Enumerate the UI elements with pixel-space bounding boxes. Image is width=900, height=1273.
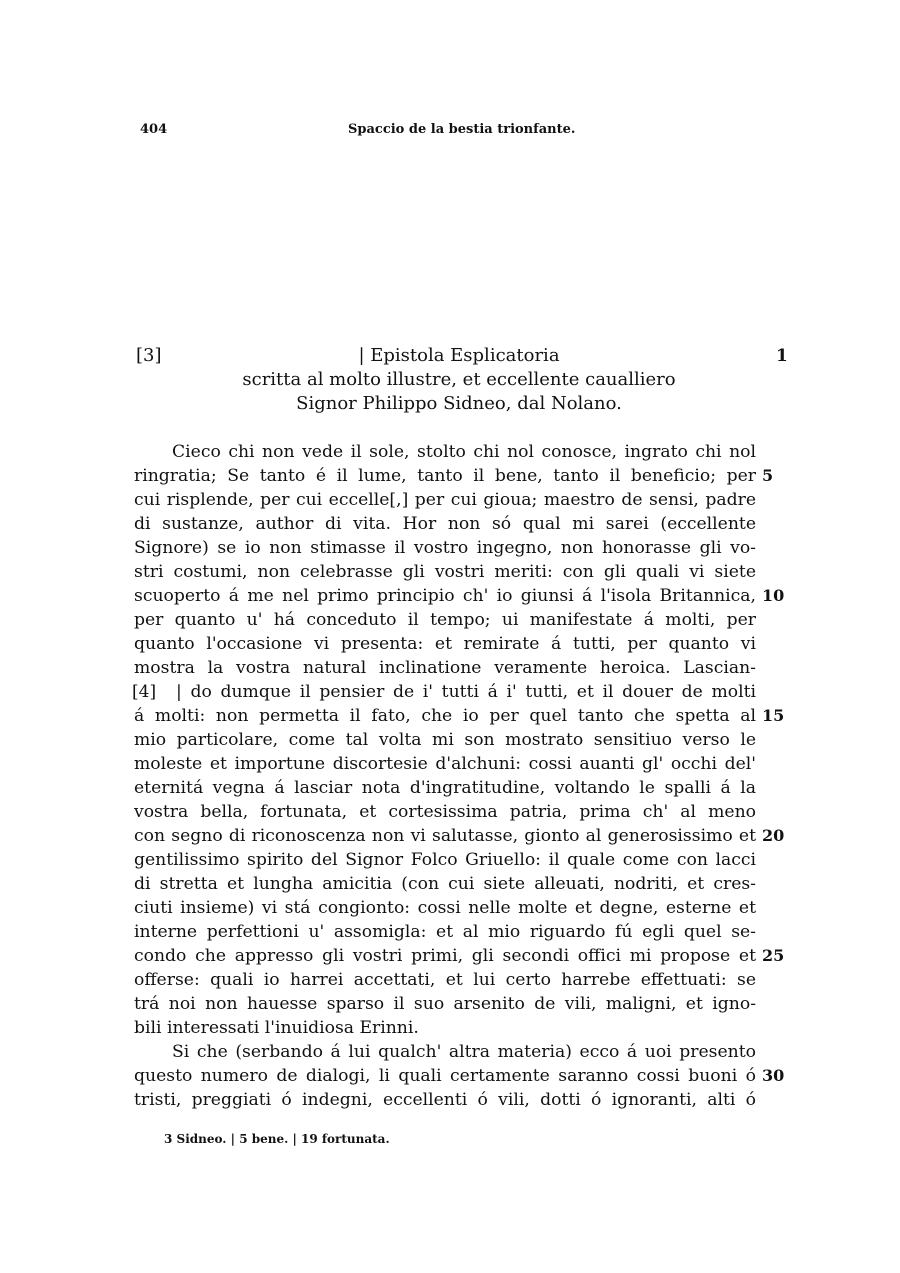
text-line: stri costumi, non celebrasse gli vostri meriti: con gli quali vi siete: [134, 562, 756, 582]
page-marker: [4]: [132, 682, 157, 702]
text-line: mostra la vostra natural inclinatione veramente heroica. Lascian-: [134, 658, 756, 678]
title-line: | Epistola Esplicatoria: [358, 345, 560, 366]
text-line: di sustanze, author di vita. Hor non só qual mi sarei (eccellente: [134, 514, 756, 534]
text-line: interne perfettioni u' assomigla: et al mio riguardo fú egli quel se-: [134, 922, 756, 942]
title-line: Signor Philippo Sidneo, dal Nolano.: [296, 393, 622, 414]
page-number: 404: [140, 122, 168, 137]
title-line: scritta al molto illustre, et eccellente caualliero: [242, 369, 676, 390]
text-line: per quanto u' há conceduto il tempo; ui manifestate á molti, per: [134, 610, 756, 630]
title-page-marker: [3]: [136, 345, 162, 366]
text-line: condo che appresso gli vostri primi, gli secondi offici mi propose et: [134, 946, 756, 966]
text-line: scuoperto á me nel primo principio ch' io giunsi á l'isola Britannica,: [134, 586, 756, 606]
line-number: 25: [762, 946, 785, 965]
text-line: questo numero de dialogi, li quali certamente saranno cossi buoni ó: [134, 1066, 756, 1086]
text-line: vostra bella, fortunata, et cortesissima patria, prima ch' al meno: [134, 802, 756, 822]
text-line: Signore) se io non stimasse il vostro ingegno, non honorasse gli vo-: [134, 538, 756, 558]
text-line: cui risplende, per cui eccelle[,] per cui gioua; maestro de sensi, padre: [134, 490, 756, 510]
running-title: Spaccio de la bestia trionfante.: [348, 122, 576, 137]
text-line: eternitá vegna á lasciar nota d'ingratitudine, voltando le spalli á la: [134, 778, 756, 798]
text-line: offerse: quali io harrei accettati, et lui certo harrebe effettuati: se: [134, 970, 756, 990]
footnote-apparatus: 3 Sidneo. | 5 bene. | 19 fortunata.: [164, 1132, 390, 1146]
text-line: | do dumque il pensier de i' tutti á i' tutti, et il douer de molti: [176, 682, 756, 702]
text-line: con segno di riconoscenza non vi salutasse, gionto al generosissimo et: [134, 826, 756, 846]
line-number: 15: [762, 706, 785, 725]
line-number: 5: [762, 466, 774, 485]
text-line: Cieco chi non vede il sole, stolto chi nol conosce, ingrato chi nol: [172, 442, 756, 462]
text-line: gentilissimo spirito del Signor Folco Griuello: il quale come con lacci: [134, 850, 756, 870]
line-number: 10: [762, 586, 785, 605]
text-line: moleste et importune discortesie d'alchuni: cossi auanti gl' occhi del': [134, 754, 756, 774]
text-line: di stretta et lungha amicitia (con cui siete alleuati, nodriti, et cres-: [134, 874, 756, 894]
text-line: quanto l'occasione vi presenta: et remirate á tutti, per quanto vi: [134, 634, 756, 654]
line-number: 30: [762, 1066, 785, 1085]
line-number: 20: [762, 826, 785, 845]
text-line: ciuti insieme) vi stá congionto: cossi nelle molte et degne, esterne et: [134, 898, 756, 918]
text-line: tristi, preggiati ó indegni, eccellenti ó vili, dotti ó ignoranti, alti ó: [134, 1090, 756, 1110]
text-line: ringratia; Se tanto é il lume, tanto il bene, tanto il beneficio; per: [134, 466, 756, 486]
text-line: trá noi non hauesse sparso il suo arsenito de vili, maligni, et igno-: [134, 994, 756, 1014]
text-line: á molti: non permetta il fato, che io per quel tanto che spetta al: [134, 706, 756, 726]
text-line: mio particolare, come tal volta mi son mostrato sensitiuo verso le: [134, 730, 756, 750]
title-line-number: 1: [776, 346, 788, 366]
text-line: Si che (serbando á lui qualch' altra materia) ecco á uoi presento: [172, 1042, 756, 1062]
text-line: bili interessati l'inuidiosa Erinni.: [134, 1018, 419, 1038]
